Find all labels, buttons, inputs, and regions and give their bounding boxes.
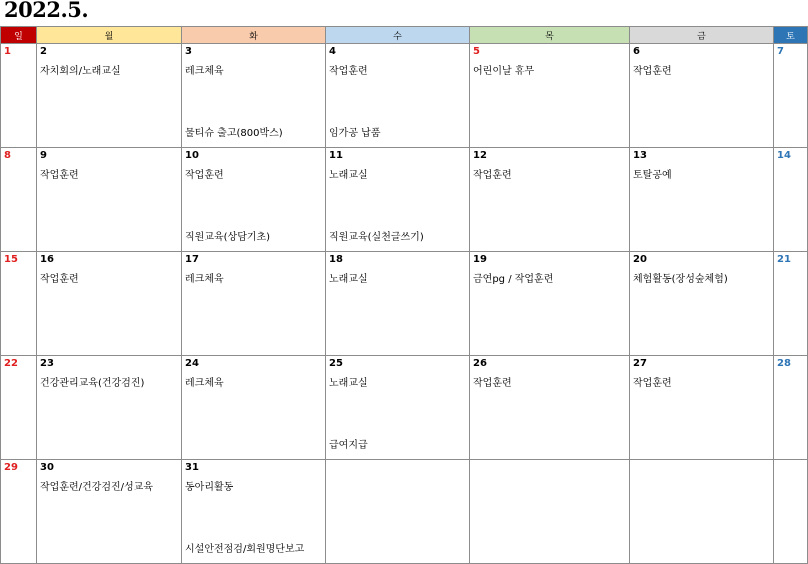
event-text: 작업훈련 <box>185 170 224 181</box>
event-text: 레크체육 <box>185 274 224 285</box>
event-text: 동아리활동 <box>185 482 234 493</box>
event-text-secondary: 직원교육(상담기초) <box>185 232 271 243</box>
weekday-header-sun: 일 <box>1 27 37 44</box>
event-text: 작업훈련/건강검진/성교육 <box>40 482 153 493</box>
day-cell[interactable] <box>1 460 37 564</box>
day-number: 3 <box>185 46 192 57</box>
week-row <box>1 356 808 460</box>
day-number: 5 <box>473 46 480 57</box>
event-text: 작업훈련 <box>633 66 672 77</box>
event-text: 작업훈련 <box>40 170 79 181</box>
day-number: 1 <box>4 46 11 57</box>
event-text: 건강관리교육(건강검진) <box>40 378 145 389</box>
event-text: 자치회의/노래교실 <box>40 66 121 77</box>
day-cell[interactable] <box>182 460 326 564</box>
day-cell[interactable] <box>1 148 37 252</box>
day-number: 9 <box>40 150 47 161</box>
event-text: 레크체육 <box>185 378 224 389</box>
event-text: 노래교실 <box>329 378 368 389</box>
day-cell[interactable] <box>470 252 630 356</box>
day-cell[interactable] <box>774 460 808 564</box>
weekday-header-fri: 금 <box>630 27 774 44</box>
event-text-secondary: 직원교육(실천글쓰기) <box>329 232 424 243</box>
event-text-secondary: 시설안전점검/회원명단보고 <box>185 544 305 555</box>
day-number: 27 <box>633 358 647 369</box>
weekday-header-mon: 월 <box>37 27 182 44</box>
event-text: 작업훈련 <box>473 170 512 181</box>
weekday-header-row <box>1 27 808 44</box>
day-cell[interactable] <box>630 356 774 460</box>
day-number: 4 <box>329 46 336 57</box>
day-cell[interactable] <box>37 252 182 356</box>
day-cell[interactable] <box>182 44 326 148</box>
day-number: 21 <box>777 254 791 265</box>
day-number: 8 <box>4 150 11 161</box>
day-number: 6 <box>633 46 640 57</box>
day-cell[interactable] <box>1 356 37 460</box>
event-text: 작업훈련 <box>473 378 512 389</box>
weekday-header-wed: 수 <box>326 27 470 44</box>
weekday-header-tue: 화 <box>182 27 326 44</box>
day-cell[interactable] <box>470 148 630 252</box>
event-text: 토탈공예 <box>633 170 672 181</box>
day-number: 17 <box>185 254 199 265</box>
day-cell[interactable] <box>1 44 37 148</box>
day-cell[interactable] <box>774 356 808 460</box>
day-number: 16 <box>40 254 54 265</box>
day-cell[interactable] <box>1 252 37 356</box>
day-number: 14 <box>777 150 791 161</box>
day-cell[interactable] <box>470 44 630 148</box>
day-number: 13 <box>633 150 647 161</box>
event-text-secondary: 급여지급 <box>329 440 368 451</box>
day-number: 20 <box>633 254 647 265</box>
event-text: 금연pg / 작업훈련 <box>473 274 554 285</box>
week-row <box>1 148 808 252</box>
event-text: 어린이날 휴무 <box>473 66 535 77</box>
day-number: 29 <box>4 462 18 473</box>
day-number: 25 <box>329 358 343 369</box>
day-number: 10 <box>185 150 199 161</box>
week-row <box>1 44 808 148</box>
day-number: 12 <box>473 150 487 161</box>
calendar-title: 2022.5. <box>4 0 89 22</box>
day-cell[interactable] <box>774 44 808 148</box>
event-text-secondary: 물티슈 출고(800박스) <box>185 128 283 139</box>
event-text-secondary: 임가공 납품 <box>329 128 381 139</box>
day-cell[interactable] <box>774 148 808 252</box>
day-cell[interactable] <box>37 44 182 148</box>
day-cell[interactable] <box>630 148 774 252</box>
day-number: 26 <box>473 358 487 369</box>
day-cell[interactable] <box>326 356 470 460</box>
day-cell[interactable] <box>470 460 630 564</box>
day-cell[interactable] <box>182 148 326 252</box>
day-cell[interactable] <box>630 252 774 356</box>
day-cell[interactable] <box>326 460 470 564</box>
event-text: 작업훈련 <box>40 274 79 285</box>
weekday-header-thu: 목 <box>470 27 630 44</box>
event-text: 노래교실 <box>329 274 368 285</box>
event-text: 레크체육 <box>185 66 224 77</box>
day-number: 22 <box>4 358 18 369</box>
day-cell[interactable] <box>182 356 326 460</box>
day-number: 19 <box>473 254 487 265</box>
day-cell[interactable] <box>37 148 182 252</box>
event-text: 노래교실 <box>329 170 368 181</box>
day-cell[interactable] <box>630 460 774 564</box>
day-cell[interactable] <box>326 44 470 148</box>
day-number: 23 <box>40 358 54 369</box>
week-row <box>1 460 808 564</box>
day-cell[interactable] <box>326 148 470 252</box>
day-number: 2 <box>40 46 47 57</box>
weekday-header-sat: 토 <box>774 27 808 44</box>
calendar-grid <box>0 26 808 564</box>
day-cell[interactable] <box>326 252 470 356</box>
event-text: 체험활동(장성숲체험) <box>633 274 728 285</box>
week-row <box>1 252 808 356</box>
day-number: 31 <box>185 462 199 473</box>
day-cell[interactable] <box>37 460 182 564</box>
day-cell[interactable] <box>182 252 326 356</box>
day-number: 18 <box>329 254 343 265</box>
day-cell[interactable] <box>470 356 630 460</box>
day-number: 28 <box>777 358 791 369</box>
day-cell[interactable] <box>774 252 808 356</box>
day-number: 15 <box>4 254 18 265</box>
day-cell[interactable] <box>630 44 774 148</box>
event-text: 작업훈련 <box>329 66 368 77</box>
event-text: 작업훈련 <box>633 378 672 389</box>
day-number: 7 <box>777 46 784 57</box>
day-number: 30 <box>40 462 54 473</box>
day-number: 11 <box>329 150 343 161</box>
day-cell[interactable] <box>37 356 182 460</box>
day-number: 24 <box>185 358 199 369</box>
